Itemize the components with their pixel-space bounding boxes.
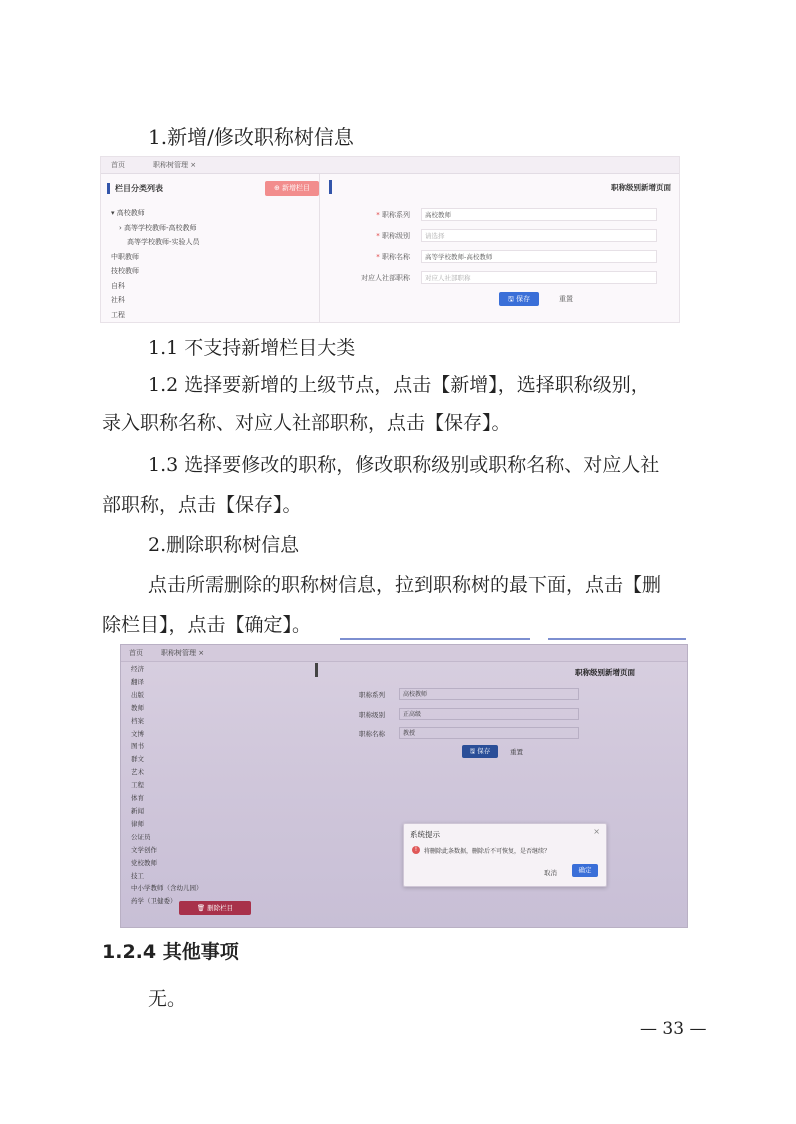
reset-button[interactable]: 重置 [510, 748, 523, 756]
tree-node[interactable]: 中小学教师（含幼儿园） [131, 884, 203, 893]
title-name-input[interactable]: 高等学校教师-高校教师 [421, 250, 657, 263]
tree-node[interactable]: 工程 [131, 781, 144, 790]
warning-icon: ! [412, 846, 420, 854]
tree-node[interactable]: ▾ 高校教师 [111, 209, 145, 217]
confirm-button[interactable]: 确定 [572, 864, 598, 877]
tree-node[interactable]: 艺术 [131, 768, 144, 777]
tree-node[interactable]: 经济 [131, 665, 144, 673]
tree-node[interactable]: 党校教师 [131, 858, 157, 867]
tree-node[interactable]: 翻译 [131, 677, 144, 686]
page-number: — 33 — [640, 1019, 707, 1039]
tree-node[interactable]: 药学（卫健委） [131, 897, 177, 906]
tree-node[interactable]: 文学创作 [131, 845, 157, 854]
title-name-input[interactable]: 教授 [399, 727, 579, 739]
section-heading-2: 2.删除职称树信息 [148, 534, 300, 556]
form-row-name: * 职称名称 高等学校教师-高校教师 [323, 250, 663, 264]
level-select[interactable]: 正高级 [399, 708, 579, 720]
delete-category-button[interactable]: 🗑 删除栏目 [179, 901, 251, 915]
tree-node[interactable]: 文博 [131, 729, 144, 738]
panel-accent-bar [329, 180, 332, 194]
category-tree [131, 663, 203, 908]
mohrss-title-input[interactable]: 对应人社部职称 [421, 271, 657, 284]
tree-node[interactable]: › 高等学校教师-高校教师 [119, 223, 197, 232]
form-row-name [359, 729, 416, 738]
field-label: 职称级别 [359, 711, 385, 719]
paragraph-1-3a: 1.3 选择要修改的职称，修改职称级别或职称名称、对应人社 [148, 454, 660, 476]
tree-node[interactable]: 律师 [131, 819, 144, 828]
screenshot-delete-category [120, 644, 688, 928]
tab-bar [121, 645, 687, 662]
field-label: 职称系列 [382, 211, 410, 219]
paragraph-1-1: 1.1 不支持新增栏目大类 [148, 337, 356, 359]
field-label: 对应人社部职称 [361, 274, 410, 282]
dialog-message: 将删除此条数据，删除后不可恢复，是否继续？ [424, 848, 551, 855]
divider [340, 638, 530, 640]
form-title: 职称级别新增页面 [611, 183, 671, 192]
form-row-series: * 职称系列 高校教师 [323, 208, 663, 222]
tree-node[interactable]: 群文 [131, 755, 144, 764]
form-title: 职称级别新增页面 [575, 668, 635, 677]
tree-node[interactable]: 社科 [111, 296, 125, 304]
section-heading-1-2-4: 1.2.4 其他事项 [102, 941, 239, 963]
form-panel [323, 174, 679, 322]
tree-node[interactable]: 高等学校教师-实验人员 [127, 238, 200, 246]
form-row-mohrss [323, 271, 663, 285]
tree-node[interactable]: 工程 [111, 310, 125, 319]
form-row-series [359, 690, 428, 699]
paragraph-2b: 除栏目】，点击【确定】。 [102, 614, 312, 636]
tree-node[interactable]: 中职教师 [111, 252, 139, 261]
tree-node[interactable]: 公证员 [131, 832, 151, 841]
cancel-button[interactable]: 取消 [544, 869, 557, 877]
field-label: 职称名称 [359, 730, 385, 738]
save-button[interactable]: 🖫 保存 [462, 745, 498, 758]
field-label: 职称级别 [382, 232, 410, 240]
tab-home[interactable]: 首页 [111, 161, 125, 169]
confirm-dialog [403, 823, 607, 887]
tree-node[interactable]: 档案 [131, 716, 144, 725]
tree-node[interactable]: 技工 [131, 871, 144, 880]
tree-node[interactable]: 教师 [131, 703, 144, 712]
field-label: 职称名称 [382, 253, 410, 261]
tree-node[interactable]: 新闻 [131, 806, 144, 815]
paragraph-2a: 点击所需删除的职称树信息，拉到职称树的最下面，点击【删 [148, 574, 662, 596]
paragraph-1-3b: 部职称，点击【保存】。 [102, 494, 302, 516]
tree-node[interactable]: 出版 [131, 690, 144, 699]
reset-button[interactable]: 重置 [559, 295, 573, 303]
add-category-button[interactable]: ⊕ 新增栏目 [265, 181, 319, 196]
form-row-level [359, 710, 422, 719]
level-select[interactable]: 请选择 [421, 229, 657, 242]
tab-title-tree[interactable]: 职称树管理 × [153, 161, 197, 169]
category-panel [101, 174, 320, 322]
form-row-level: * 职称级别 请选择 [323, 229, 663, 243]
paragraph-1-2a: 1.2 选择要新增的上级节点，点击【新增】，选择职称级别， [148, 374, 650, 396]
series-select[interactable]: 高校教师 [421, 208, 657, 221]
series-select[interactable]: 高校教师 [399, 688, 579, 700]
tab-title-tree[interactable]: 职称树管理 × [161, 649, 205, 657]
screenshot-title-tree-new [100, 156, 680, 323]
section-heading-1: 1.新增/修改职称树信息 [148, 125, 354, 149]
category-tree [111, 206, 200, 322]
paragraph-none: 无。 [148, 988, 187, 1010]
tab-home[interactable]: 首页 [129, 649, 143, 657]
panel-accent-bar [315, 663, 318, 677]
tab-bar [101, 157, 679, 174]
tree-node[interactable]: 体育 [131, 794, 144, 803]
save-button[interactable]: 🖫 保存 [499, 292, 539, 306]
dialog-title: 系统提示 [410, 830, 440, 839]
close-icon[interactable]: × [593, 827, 600, 836]
tree-node[interactable]: 自科 [111, 281, 125, 290]
divider [548, 638, 686, 640]
paragraph-1-2b: 录入职称名称、对应人社部职称，点击【保存】。 [102, 412, 511, 434]
tree-node[interactable]: 技校教师 [111, 267, 139, 275]
tree-node[interactable]: 图书 [131, 742, 144, 751]
category-list-title: 栏目分类列表 [107, 183, 163, 194]
field-label: 职称系列 [359, 691, 385, 699]
